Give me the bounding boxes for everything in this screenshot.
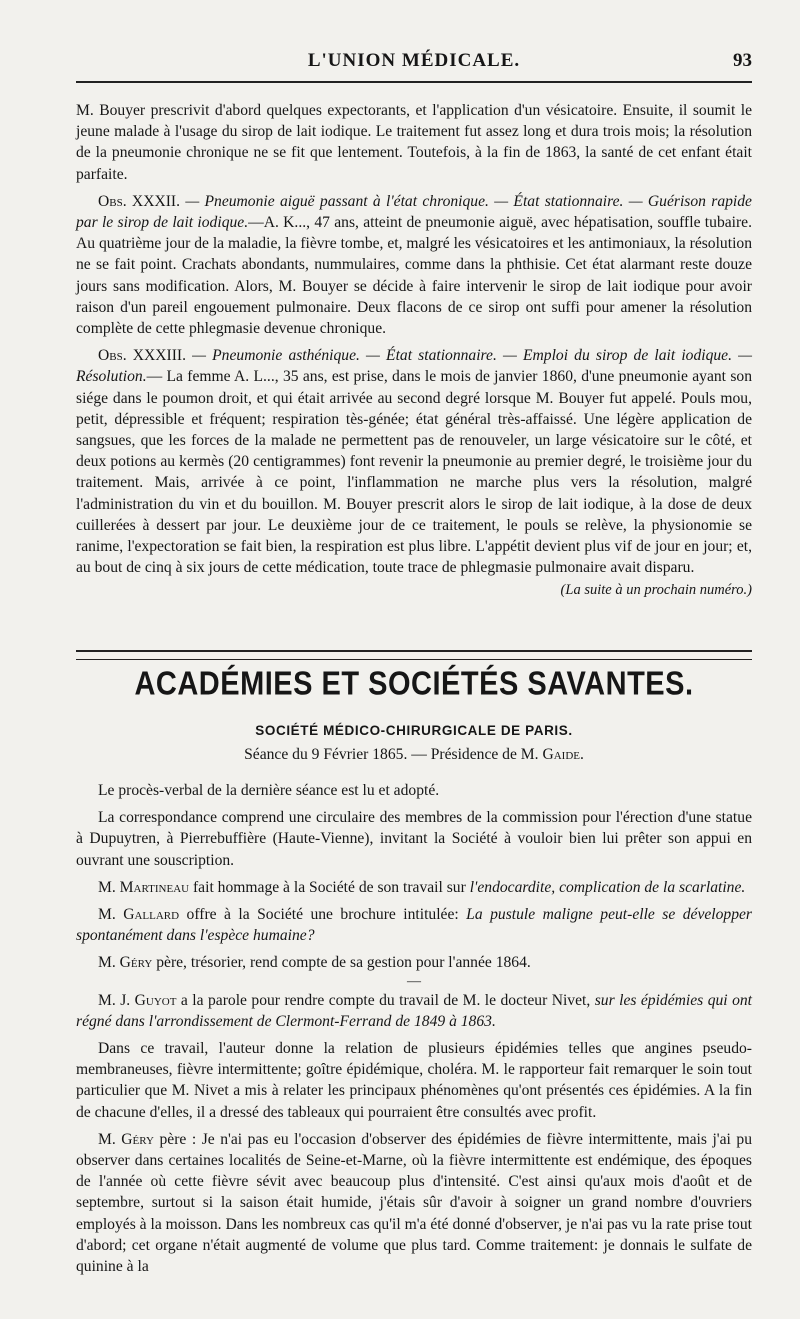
obs-label: Obs. XXXII. [98,192,180,210]
martineau-homage [76,877,752,898]
speaker-name: M. Géry [98,954,153,972]
speaker-name: M. J. Guyot [98,991,177,1009]
obs-text: — La femme A. L..., 35 ans, est prise, dans le mois de janvier 1860, d'une pneumonie ayant son siége dans le poumon droit, et qui était arrivée au second degré lorsque M. Bouyer fut appelé. Pouls mou, petit, dépressible et fréquent; respiration tès-génée; état général très-affaissé. Une légère application de sangsues, que les forces de la malade ne permettent pas de renouveler, un large vésicatoire sur le côté, et deux potions au kermès (20 centigrammes) font revenir la pneumonie au premier degré, le troisième jour du traitement. Mais, arrivée à ce point, l'inflammation ne marche plus vers la résolution, malgré l'administration du vin et du bouillon. M. Bouyer prescrit alors le sirop de lait iodique, à la dose de deux cuillerées à dessert par jour. Le deuxième jour de ce traitement, le pouls se relève, la physionomie se ranime, l'expectoration se fait bien, la respiration est plus libre. L'appétit devient plus vif de jour en jour; et, au bout de cinq à six jours de cette médication, toute trace de phlegmasie pulmonaire avait disparu. [76,368,752,577]
to-be-continued: (La suite à un prochain numéro.) [560,582,752,599]
obs-text: —A. K..., 47 ans, atteint de pneumonie aiguë, avec hépatisation, souffle tubaire. Au quatrième jour de la maladie, la fièvre tombe, et, malgré les vésicatoires et les antimoniaux, la résolution ne se fait point. Crachats abondants, nummulaires, comme dans la phthisie. Cet état alarmant reste douze jours sans modification. Alors, M. Bouyer se décide à faire intervenir le sirop de lait iodique pour avoir raison d'un pareil engouement pulmonaire. Deux flacons de ce sirop ont suffi pour amener la résolution complète de cette phlegmasie devenue chronique. [76,214,753,338]
paragraph-text: père : Je n'ai pas eu l'occasion d'observer des épidémies de fièvre intermittente, mais j'ai pu observer dans certaines localités de Seine-et-Marne, où la fièvre intermittente est endémique, des époques de l'année où cette fièvre sévit avec beaucoup plus d'intensité. C'est ainsi qu'aux mois d'août et de septembre, surtout si la saison était humide, j'étais sûr d'avoir à soigner un grand nombre d'ouvriers employés à la moisson. Dans les nombreux cas qu'il m'a été donné d'observer, je n'ai pas vu la rate prise tout d'abord; cet organe n'était augmenté de volume que plus tard. Comme traitement: je donnais le sulfate de quinine à la [76,1130,752,1276]
paragraph-text: offre à la Société une brochure intitulée: [179,906,467,924]
page-header [76,50,752,84]
nivet-summary: Dans ce travail, l'auteur donne la relation de plusieurs épidémies telles que angines pseudo-membraneuses, fièvre intermittente; goître épidémique, choléra. M. le rapporteur fait remarquer le soin tout particulier que M. Nivet a mis à relater les principaux phénomènes qu'ont présentés ces épidémies. A la fin de chacune d'elles, il a dressé des tableaux qui pourraient être consultés avec profit. [76,1040,752,1121]
continued-article [76,100,752,602]
work-title: sur les épidémies qui ont régné dans l'arrondissement de Clermont-Ferrand de 1849 à 1863. [76,991,752,1030]
page-number: 93 [733,50,752,71]
work-title: La pustule maligne peut-elle se développer spontanément dans l'espèce humaine? [76,906,753,945]
guyot-report [76,990,752,1032]
section-divider [76,650,752,660]
speaker-name: M. Gallard [98,906,180,924]
seance-line [76,746,752,764]
seance-prefix: Séance du 9 Février 1865. — Présidence de M. [244,746,543,763]
section-title: ACADÉMIES ET SOCIÉTÉS SAVANTES. [134,665,694,703]
gery-treasurer [76,952,752,973]
correspondence: La correspondance comprend une circulaire des membres de la commission pour l'érection d'une statue à Dupuytren, à Pierrebuffière (Haute-Vienne), invitant la Société à vouloir bien lui prêter son appui en ouvrant une souscription. [76,809,752,869]
header-rule [76,81,752,83]
speaker-name: M. Martineau [98,878,190,896]
paragraph-bouyer: M. Bouyer prescrivit d'abord quelques expectorants, et l'application d'un vésicatoire. Ensuite, il soumit le jeune malade à l'usage du sirop de lait iodique. Le traitement fut assez long et dura trois mois; la résolution de la pneumonie chronique ne se fit que lentement. Toutefois, à la fin de 1863, la santé de cet enfant était parfaite. [76,102,752,183]
society-title: SOCIÉTÉ MÉDICO-CHIRURGICALE DE PARIS. [255,723,573,738]
separator-dash: — [407,973,421,989]
president-name: Gaide. [542,746,584,763]
session-minutes [76,780,752,1277]
observation-33 [76,345,752,578]
running-title: L'UNION MÉDICALE. [307,50,521,71]
speaker-name: M. Géry [98,1130,154,1148]
obs-title: — Pneumonie asthénique. — État stationnaire. — Emploi du sirop de lait iodique. — Résolution. [76,347,752,386]
obs-title: — Pneumonie aiguë passant à l'état chronique. — État stationnaire. — Guérison rapide par le sirop de lait iodique. [76,192,752,232]
paragraph-text: a la parole pour rendre compte du travail de M. le docteur Nivet, [176,991,595,1009]
work-title: l'endocardite, complication de la scarlatine. [469,878,746,896]
obs-label: Obs. XXXIII. [98,347,187,365]
paragraph-text: fait hommage à la Société de son travail sur [189,878,470,896]
observation-32 [76,191,752,339]
minutes-adopted: Le procès-verbal de la dernière séance est lu et adopté. [98,782,440,799]
gery-remarks [76,1129,752,1277]
gallard-brochure [76,904,752,946]
paragraph-text: père, trésorier, rend compte de sa gestion pour l'année 1864. [152,954,531,972]
